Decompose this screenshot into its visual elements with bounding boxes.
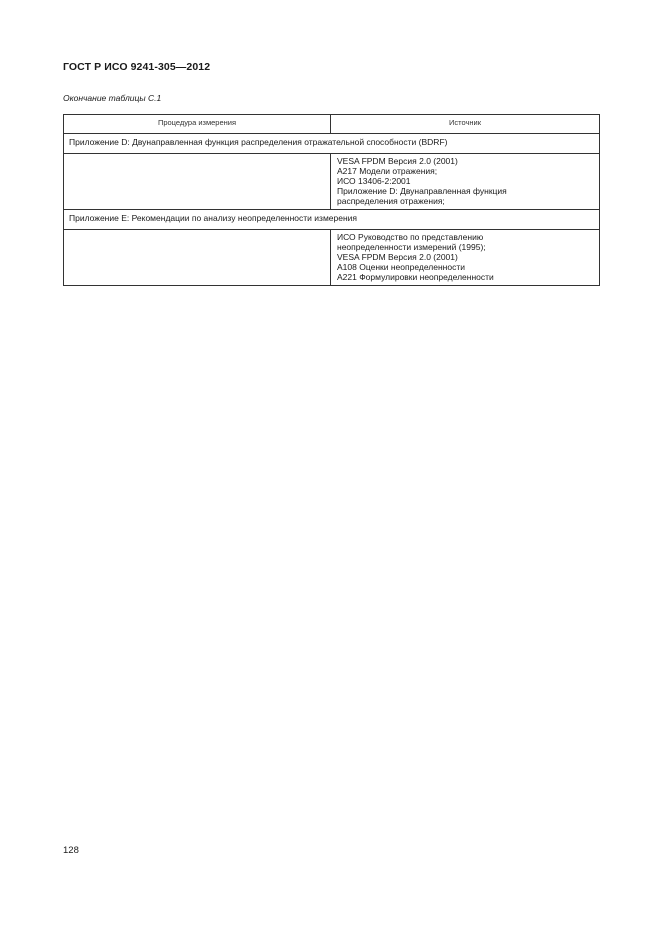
table-row <box>64 154 600 210</box>
source-line: Приложение D: Двунаправленная функция <box>337 186 507 196</box>
source-line: А217 Модели отражения; <box>337 166 438 176</box>
document-header: ГОСТ Р ИСО 9241-305—2012 <box>63 61 211 73</box>
column-header-procedure: Процедура измерения <box>64 115 331 134</box>
source-line: А108 Оценки неопределенности <box>337 262 465 272</box>
source-line: ИСО Руководство по представлению <box>337 232 484 242</box>
table-caption: Окончание таблицы С.1 <box>63 93 162 103</box>
source-line: VESA FPDM Версия 2.0 (2001) <box>337 252 458 262</box>
measurement-table <box>63 114 600 286</box>
section-row-appendix-e <box>64 210 600 230</box>
column-header-source: Источник <box>331 115 600 134</box>
table-header-row <box>64 115 600 134</box>
procedure-cell <box>64 154 331 210</box>
source-cell <box>331 154 600 210</box>
table-row <box>64 230 600 286</box>
source-line: ИСО 13406-2:2001 <box>337 176 411 186</box>
source-line: VESA FPDM Версия 2.0 (2001) <box>337 156 458 166</box>
source-line: А221 Формулировки неопределенности <box>337 272 494 282</box>
page-number: 128 <box>63 845 79 856</box>
source-cell <box>331 230 600 286</box>
source-line: неопределенности измерений (1995); <box>337 242 486 252</box>
procedure-cell <box>64 230 331 286</box>
section-row-appendix-d <box>64 134 600 154</box>
source-line: распределения отражения; <box>337 196 445 206</box>
section-title-appendix-e: Приложение Е: Рекомендации по анализу неопределенности измерения <box>64 210 600 230</box>
section-title-appendix-d: Приложение D: Двунаправленная функция распределения отражательной способности (BDRF) <box>64 134 600 154</box>
